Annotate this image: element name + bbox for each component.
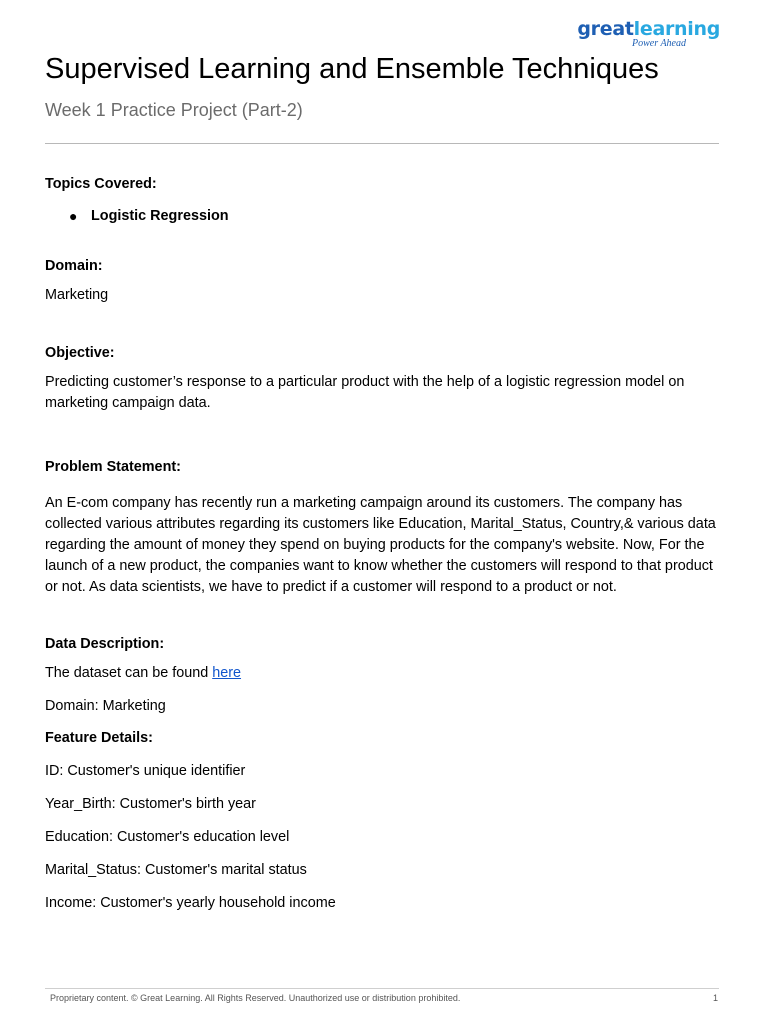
logo-great-text: great: [577, 18, 634, 40]
feature-item: Marital_Status: Customer's marital status: [45, 862, 307, 878]
document-subtitle: Week 1 Practice Project (Part-2): [45, 100, 303, 120]
footer-divider: [45, 988, 719, 989]
data-domain-line: Domain: Marketing: [45, 698, 166, 714]
page-footer: [50, 993, 718, 1003]
document-title: Supervised Learning and Ensemble Techniques: [45, 53, 659, 85]
logo-learning-text: learning: [633, 18, 720, 40]
logo-wordmark: [577, 18, 720, 40]
logo-tagline: Power Ahead: [632, 38, 686, 49]
feature-item: Income: Customer's yearly household income: [45, 895, 336, 911]
feature-item: Year_Birth: Customer's birth year: [45, 796, 256, 812]
dataset-text: The dataset can be found: [45, 665, 213, 681]
feature-item: ID: Customer's unique identifier: [45, 763, 246, 779]
feature-item: Education: Customer's education level: [45, 829, 290, 845]
dataset-line: [45, 663, 721, 684]
problem-heading: Problem Statement:: [45, 459, 181, 475]
topic-item: [69, 206, 721, 227]
copyright-notice: Proprietary content. © Great Learning. All Rights Reserved. Unauthorized use or distribution prohibited.: [50, 993, 461, 1003]
brand-logo: [577, 18, 720, 49]
problem-text: An E-com company has recently run a marketing campaign around its customers. The company has collected various attributes regarding its customers like Education, Marital_Status, Country,& various data regarding the amount of money they spend on buying products for the company's website. Now, For the launch of a new product, the companies want to know whether the customers will respond to that product or not. As data scientists, we have to predict if a customer will respond to a product or not.: [45, 495, 716, 595]
feature-details-heading: Feature Details:: [45, 730, 153, 746]
domain-heading: Domain:: [45, 258, 103, 274]
dataset-link[interactable]: here: [212, 665, 242, 681]
bullet-icon: ●: [69, 208, 78, 224]
objective-text: Predicting customer’s response to a particular product with the help of a logistic regression model on marketing campaign data.: [45, 374, 685, 411]
domain-value: Marketing: [45, 287, 109, 303]
header-divider: [45, 143, 719, 144]
objective-heading: Objective:: [45, 345, 115, 361]
topics-heading: Topics Covered:: [45, 176, 157, 192]
document-body: [45, 174, 721, 914]
page-number: 1: [712, 993, 718, 1003]
topic-item-label: Logistic Regression: [91, 208, 229, 224]
data-description-heading: Data Description:: [45, 636, 165, 652]
